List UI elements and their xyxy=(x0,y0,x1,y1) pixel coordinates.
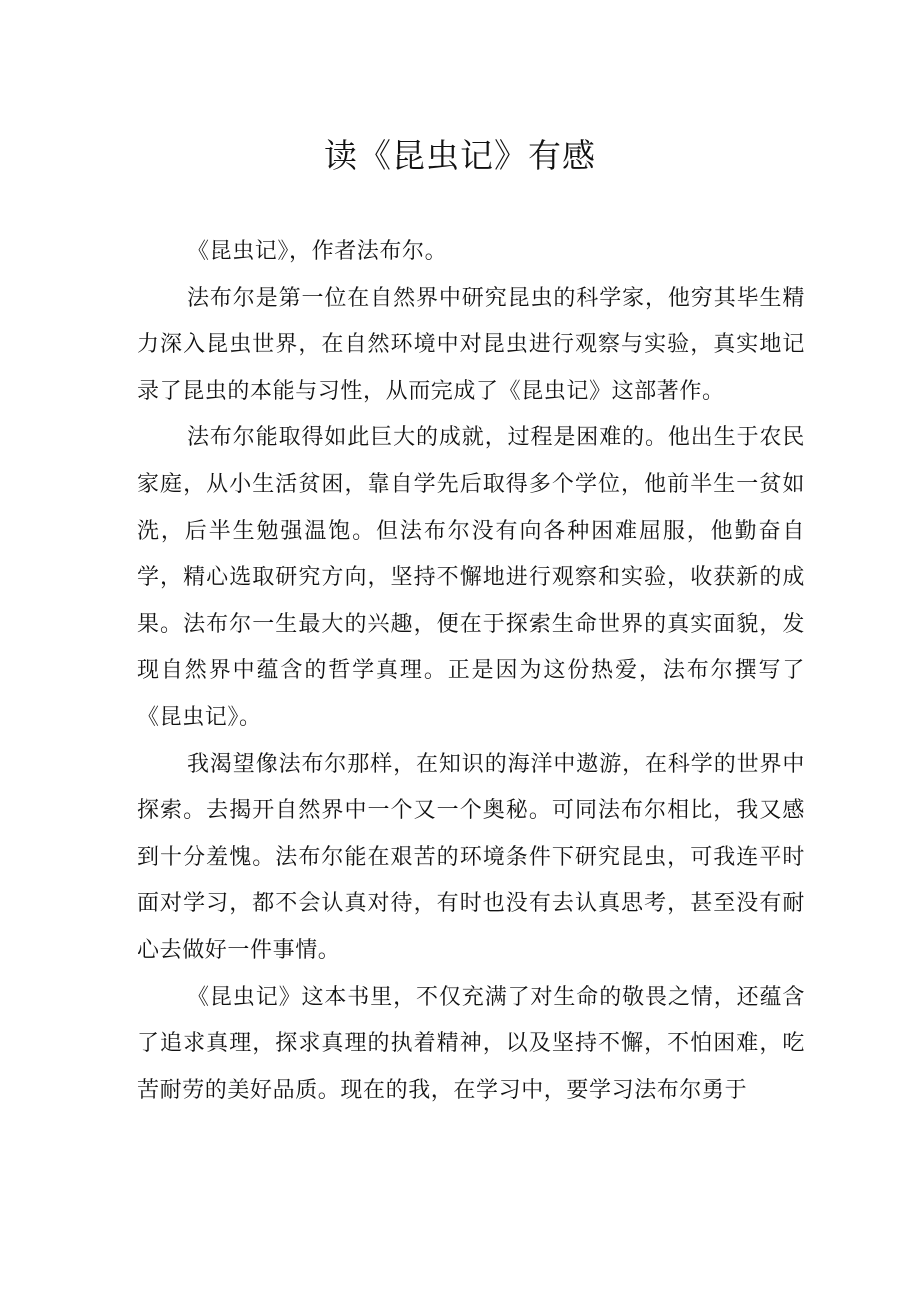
paragraph-fabre-hardship: 法布尔能取得如此巨大的成就，过程是困难的。他出生于农民家庭，从小生活贫困，靠自学先后取得多个学位，他前半生一贫如洗，后半生勉强温饱。但法布尔没有向各种困难屈服，他勤奋自学，精心选取研究方向，坚持不懈地进行观察和实验，收获新的成果。法布尔一生最大的兴趣，便在于探索生命世界的真实面貌，发现自然界中蕴含的哲学真理。正是因为这份热爱，法布尔撰写了《昆虫记》。 xyxy=(137,425,805,730)
paragraph-book-values: 《昆虫记》这本书里，不仅充满了对生命的敬畏之情，还蕴含了追求真理，探求真理的执着精神，以及坚持不懈，不怕困难，吃苦耐劳的美好品质。现在的我，在学习中，要学习法布尔勇于 xyxy=(137,984,805,1103)
paragraph-about-fabre: 法布尔是第一位在自然界中研究昆虫的科学家，他穷其毕生精力深入昆虫世界，在自然环境中对昆虫进行观察与实验，真实地记录了昆虫的本能与习性，从而完成了《昆虫记》这部著作。 xyxy=(137,285,805,404)
paragraph-intro: 《昆虫记》，作者法布尔。 xyxy=(187,239,448,264)
paragraph-reflection: 我渴望像法布尔那样，在知识的海洋中遨游，在科学的世界中探索。去揭开自然界中一个又一个奥秘。可同法布尔相比，我又感到十分羞愧。法布尔能在艰苦的环境条件下研究昆虫，可我连平时面对学习，都不会认真对待，有时也没有去认真思考，甚至没有耐心去做好一件事情。 xyxy=(137,751,805,963)
page-title: 读《昆虫记》有感 xyxy=(324,136,596,175)
essay-body xyxy=(137,229,805,1114)
